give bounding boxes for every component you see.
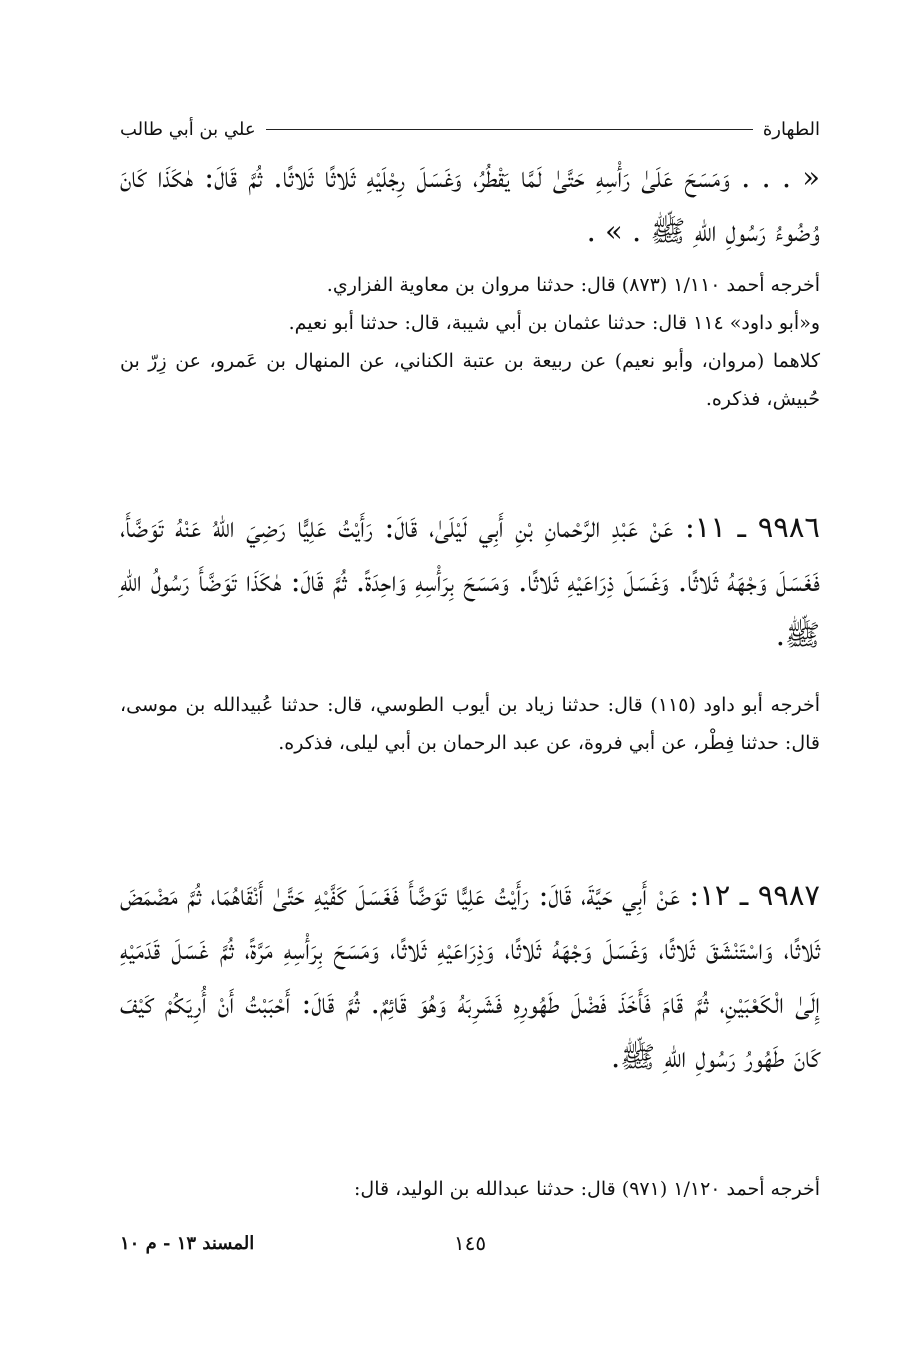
takhrij-line: أخرجه أحمد ١/١١٠ (٨٧٣) قال: حدثنا مروان بن معاوية الفزاري. — [326, 274, 820, 296]
takhrij-line: كلاهما (مروان، وأبو نعيم) عن ربيعة بن عتبة الكناني، عن المنهال بن عَمرو، عن زِرّ بن حُبيش، فذكره. — [120, 350, 820, 410]
signature-mark: المسند ١٣ - م ١٠ — [120, 1232, 255, 1254]
hadith-text — [120, 868, 820, 1084]
header-chapter: الطهارة — [762, 118, 820, 140]
header-narrator: علي بن أبي طالب — [120, 118, 256, 140]
hadith-paragraph: ٩٩٨٧ ـ ١٢: عَنْ أَبِي حَيَّةَ، قَالَ: رَأَيْتُ عَلِيًّا تَوَضَّأَ فَغَسَلَ كَفَّيْهِ حَتَّىٰ أَنْقَاهُمَا، ثُمَّ مَضْمَضَ ثَلاثًا، وَاسْتَنْشَقَ ثَلاثًا، وَغَسَلَ وَجْهَهُ ثَلاثًا، وَذِرَاعَيْهِ ثَلاثًا، وَمَسَحَ بِرَأْسِهِ مَرَّةً، ثُمَّ غَسَلَ قَدَمَيْهِ إِلَىٰ الْكَعْبَيْنِ، ثُمَّ قَامَ فَأَخَذَ فَضْلَ طَهُورِهِ فَشَرِبَهُ وَهُوَ قَائِمٌ. ثُمَّ قَالَ: أَحْبَبْتُ أَنْ أُرِيَكُمْ كَيْفَ كَانَ طَهُورُ رَسُولِ اللهِ ﷺ. — [120, 878, 821, 1074]
takhrij-line: أخرجه أحمد ١/١٢٠ (٩٧١) قال: حدثنا عبدالله بن الوليد، قال: — [354, 1178, 820, 1200]
hadith-text — [120, 500, 820, 662]
page-number: ١٤٥ — [453, 1231, 487, 1255]
takhrij-line: أخرجه أبو داود (١١٥) قال: حدثنا زياد بن أيوب الطوسي، قال: حدثنا عُبيدالله بن موسى، قال: حدثنا فِطْر، عن أبي فروة، عن عبد الرحمان بن أبي ليلى، فذكره. — [120, 694, 820, 754]
takhrij-text — [120, 1170, 820, 1208]
takhrij-text — [120, 686, 820, 762]
hadith-paragraph: « . . . وَمَسَحَ عَلَىٰ رَأْسِهِ حَتَّىٰ لَمَّا يَقْطُرُ، وَغَسَلَ رِجْلَيْهِ ثَلاثًا ثَلاثًا. ثُمَّ قَالَ: هٰكَذَا كَانَ وُضُوءُ رَسُولِ اللهِ ﷺ . » . — [120, 160, 820, 248]
hadith-paragraph: ٩٩٨٦ ـ ١١: عَنْ عَبْدِ الرَّحْمانِ بْنِ أَبِي لَيْلَىٰ، قَالَ: رَأَيْتُ عَلِيًّا رَضِيَ اللهُ عَنْهُ تَوَضَّأَ، فَغَسَلَ وَجْهَهُ ثَلاثًا. وَغَسَلَ ذِرَاعَيْهِ ثَلاثًا. وَمَسَحَ بِرَأْسِهِ وَاحِدَةً. ثُمَّ قَالَ: هٰكَذَا تَوَضَّأَ رَسُولُ اللهِ ﷺ. — [120, 510, 821, 652]
running-header — [120, 114, 820, 144]
header-rule — [266, 129, 753, 130]
page-footer — [120, 1228, 820, 1258]
hadith-text — [120, 150, 820, 258]
takhrij-text — [120, 266, 820, 418]
takhrij-line: و«أبو داود» ١١٤ قال: حدثنا عثمان بن أبي شيبة، قال: حدثنا أبو نعيم. — [288, 312, 820, 334]
